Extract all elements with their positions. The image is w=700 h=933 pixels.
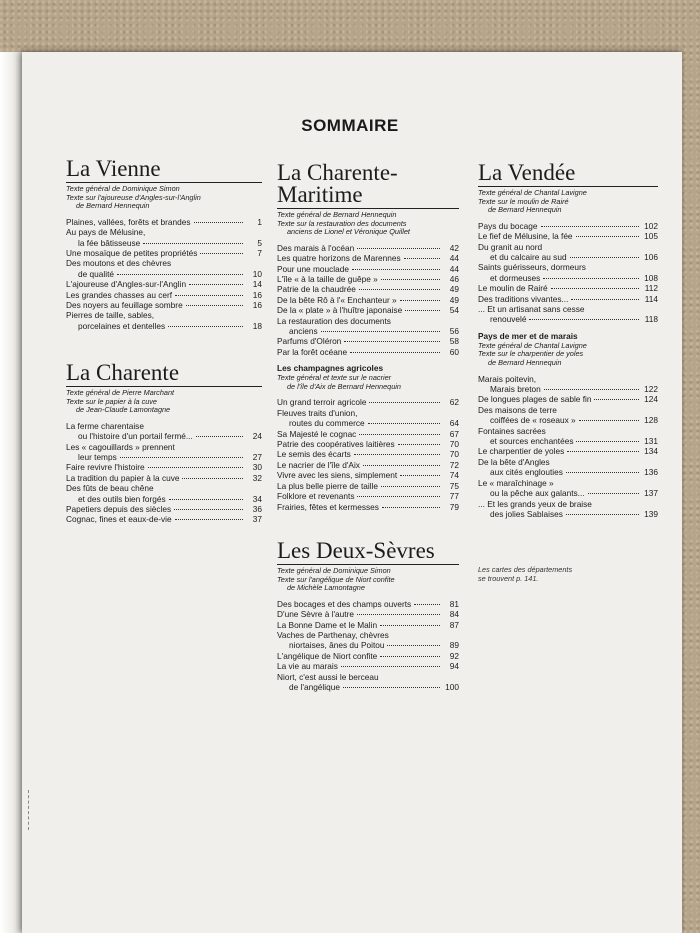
page-number: 37 xyxy=(252,514,262,525)
dot-leader xyxy=(169,499,243,500)
dot-leader xyxy=(357,496,440,497)
entry-line: La ferme charentaise xyxy=(66,420,144,431)
entry-title: Le fief de Mélusine, la fée xyxy=(478,231,573,242)
toc-entry xyxy=(277,481,459,491)
dot-leader xyxy=(404,258,440,259)
credit-line: Texte général de Chantal Lavigne xyxy=(478,188,587,197)
dot-leader xyxy=(570,257,639,258)
dot-leader xyxy=(579,420,639,421)
entry-title: aux cités englouties xyxy=(490,467,563,478)
dot-leader xyxy=(186,305,243,306)
toc-entry xyxy=(478,394,658,404)
toc-entry xyxy=(478,273,658,283)
page-number: 7 xyxy=(257,248,262,258)
toc-entry xyxy=(66,300,262,310)
toc-entry xyxy=(66,473,262,483)
dot-leader xyxy=(567,451,639,452)
page-number: 16 xyxy=(252,289,262,300)
toc-entry xyxy=(277,651,459,661)
page-number: 54 xyxy=(449,305,459,316)
toc-entry xyxy=(277,502,459,512)
toc-entry xyxy=(66,238,262,248)
entry-title: des jolies Sablaises xyxy=(490,508,563,519)
entry-title: Le semis des écarts xyxy=(277,449,351,460)
section-title-line: La Charente- xyxy=(277,160,398,185)
page-number: 92 xyxy=(449,650,459,661)
credit-line: Texte général de Chantal Lavigne xyxy=(478,340,587,350)
credit-line: de Bernard Hennequin xyxy=(76,201,150,211)
page-number: 36 xyxy=(252,504,262,515)
credit-line: Texte sur le papier à la cuve xyxy=(66,396,157,406)
toc-entry xyxy=(277,491,459,501)
dot-leader xyxy=(120,457,243,458)
entry-title: Le nacrier de l'île d'Aix xyxy=(277,459,360,470)
entry-title: La plus belle pierre de taille xyxy=(277,480,379,491)
entry-title: Faire revivre l'histoire xyxy=(66,462,145,473)
subsection-credits xyxy=(277,374,459,391)
page-number: 84 xyxy=(449,609,459,620)
dot-leader xyxy=(400,300,440,301)
entry-title: Une mosaïque de petites propriétés xyxy=(66,248,198,258)
section-credits xyxy=(66,389,262,415)
page-number: 75 xyxy=(449,480,459,491)
page-number: 70 xyxy=(449,449,459,460)
entry-title: Parfums d'Oléron xyxy=(277,336,342,347)
credit-line: de l'île d'Aix de Bernard Hennequin xyxy=(287,381,401,391)
toc-entry xyxy=(66,321,262,331)
toc-entry xyxy=(277,347,459,357)
entry-title: Un grand terroir agricole xyxy=(277,397,367,408)
entry-title: Cognac, fines et eaux-de-vie xyxy=(66,514,172,525)
page-number: 44 xyxy=(449,253,459,264)
toc-entry xyxy=(277,470,459,480)
entry-title: Pays du bocage xyxy=(478,220,538,231)
dot-leader xyxy=(341,666,440,667)
entry-title: Plaines, vallées, forêts et brandes xyxy=(66,216,191,227)
toc-entry xyxy=(277,609,459,619)
page-number: 134 xyxy=(644,446,658,457)
credit-line: Texte général de Dominique Simon xyxy=(66,184,180,193)
entry-line: Fontaines sacrées xyxy=(478,425,546,436)
page-number: 81 xyxy=(449,598,459,609)
page-number: 49 xyxy=(449,284,459,295)
dot-leader xyxy=(200,253,243,254)
entry-line: Des moutons et des chèvres xyxy=(66,258,172,269)
dot-leader xyxy=(175,295,243,296)
entry-title: Folklore et revenants xyxy=(277,491,355,502)
entry-title: renouvelé xyxy=(490,314,527,325)
section-vendee xyxy=(478,162,658,519)
entry-line: Le « maraîchinage » xyxy=(478,477,554,488)
toc-entry xyxy=(277,682,459,692)
credit-line: Texte sur la restauration des documents xyxy=(277,218,407,228)
toc-entry xyxy=(66,462,262,472)
page-number: 1 xyxy=(257,216,262,227)
toc-entry xyxy=(478,314,658,324)
toc-entry xyxy=(277,599,459,609)
dot-leader xyxy=(321,331,440,332)
entry-title: La Bonne Dame et le Malin xyxy=(277,619,378,630)
dot-leader xyxy=(352,269,440,270)
entry-title: anciens xyxy=(289,326,318,337)
entry-line: De la bête d'Angles xyxy=(478,456,550,467)
dot-leader xyxy=(571,299,639,300)
dot-leader xyxy=(148,467,243,468)
dot-leader xyxy=(566,514,639,515)
toc-entry xyxy=(277,295,459,305)
entry-title: L'ajoureuse d'Angles-sur-l'Anglin xyxy=(66,279,187,290)
dot-leader xyxy=(588,493,639,494)
entry-title: et dormeuses xyxy=(490,272,541,283)
toc-entry xyxy=(277,640,459,650)
entry-line: Du granit au nord xyxy=(478,241,543,252)
entry-title: et sources enchantées xyxy=(490,436,574,447)
toc-entry xyxy=(277,243,459,253)
toc-entry xyxy=(277,326,459,336)
page-number: 16 xyxy=(252,300,262,311)
page-number: 131 xyxy=(644,436,658,447)
entry-line: Les « cagouillards » prennent xyxy=(66,441,175,452)
dot-leader xyxy=(544,389,639,390)
dot-leader xyxy=(387,645,440,646)
entry-line: Au pays de Mélusine, xyxy=(66,227,146,238)
dot-leader xyxy=(381,279,440,280)
entry-title: L'angélique de Niort confite xyxy=(277,650,378,661)
entry-line: Marais poitevin, xyxy=(478,373,537,384)
page-number: 108 xyxy=(644,272,658,283)
page-number: 49 xyxy=(449,294,459,305)
toc-entry xyxy=(277,439,459,449)
section-deux-sevres xyxy=(277,540,459,692)
entry-title: de l'angélique xyxy=(289,682,340,693)
page-number: 34 xyxy=(252,493,262,504)
page-number: 118 xyxy=(644,314,658,325)
toc-entry xyxy=(277,264,459,274)
toc-entry xyxy=(478,294,658,304)
dot-leader xyxy=(380,625,440,626)
entry-title: Des noyers au feuillage sombre xyxy=(66,300,183,311)
toc-entry xyxy=(66,452,262,462)
page-number: 58 xyxy=(449,336,459,347)
dot-leader xyxy=(174,509,243,510)
section-title: La Vienne xyxy=(66,158,262,183)
toc-entry xyxy=(277,418,459,428)
entry-title: porcelaines et dentelles xyxy=(78,320,166,331)
entry-title: Patrie des coopératives laitières xyxy=(277,439,395,450)
entry-title: De la bête Rô à l'« Enchanteur » xyxy=(277,294,397,305)
dot-leader xyxy=(117,274,243,275)
page-number: 30 xyxy=(252,462,262,473)
section-credits xyxy=(277,211,459,237)
dot-leader xyxy=(382,507,440,508)
dot-leader xyxy=(350,352,440,353)
page-number: 62 xyxy=(449,397,459,408)
dot-leader xyxy=(551,288,639,289)
dot-leader xyxy=(381,486,440,487)
toc-entry xyxy=(277,253,459,263)
page-number: 5 xyxy=(257,237,262,248)
entry-line: Saints guérisseurs, dormeurs xyxy=(478,262,586,273)
dot-leader xyxy=(398,444,440,445)
page-number: 24 xyxy=(252,431,262,442)
entry-title: D'une Sèvre à l'autre xyxy=(277,609,354,620)
dot-leader xyxy=(363,465,440,466)
credit-line: Texte sur le charpentier de yoles xyxy=(478,349,584,359)
page-number: 122 xyxy=(644,384,658,395)
toc-entry xyxy=(478,415,658,425)
credit-line: Texte général de Bernard Hennequin xyxy=(277,210,397,219)
toc-entry xyxy=(277,620,459,630)
page-number: 44 xyxy=(449,263,459,274)
dot-leader xyxy=(543,278,639,279)
toc-entry xyxy=(478,488,658,498)
dot-leader xyxy=(182,478,243,479)
entry-title: niortaises, ânes du Poitou xyxy=(289,640,385,651)
dot-leader xyxy=(576,441,639,442)
toc-entry xyxy=(277,274,459,284)
dot-leader xyxy=(369,402,440,403)
dot-leader xyxy=(357,248,440,249)
toc-entry xyxy=(478,446,658,456)
dot-leader xyxy=(343,687,440,688)
footnote xyxy=(478,565,658,583)
binding-thread xyxy=(28,790,32,830)
page-number: 128 xyxy=(644,415,658,426)
footnote-line: Les cartes des départements xyxy=(478,565,573,574)
toc-entry xyxy=(277,336,459,346)
entry-title: Vivre avec les siens, simplement xyxy=(277,470,398,481)
entry-title: et des outils bien forgés xyxy=(78,493,166,504)
credit-line: Texte général de Dominique Simon xyxy=(277,566,391,575)
toc-entry xyxy=(277,429,459,439)
toc-entry xyxy=(277,284,459,294)
section-credits xyxy=(478,189,658,215)
entry-title: Les grandes chasses au cerf xyxy=(66,289,173,300)
entry-title: ou la pêche aux galants... xyxy=(490,488,585,499)
entry-title: Des traditions vivantes... xyxy=(478,293,569,304)
page-number: 60 xyxy=(449,346,459,357)
entry-title: Le charpentier de yoles xyxy=(478,446,565,457)
toc-entry xyxy=(478,231,658,241)
credit-line: de Bernard Hennequin xyxy=(488,358,562,368)
toc-entry xyxy=(66,514,262,524)
section-credits xyxy=(66,185,262,211)
dot-leader xyxy=(194,222,243,223)
dot-leader xyxy=(357,614,440,615)
section-title-line: Maritime xyxy=(277,182,363,207)
entry-title: leur temps xyxy=(78,452,117,462)
dot-leader xyxy=(189,284,243,285)
credit-line: Texte sur l'angélique de Niort confite xyxy=(277,574,395,584)
credit-line: de Michèle Lamontagne xyxy=(287,583,365,593)
toc-entry xyxy=(277,305,459,315)
entry-title: routes du commerce xyxy=(289,418,365,429)
credit-line: de Bernard Hennequin xyxy=(488,205,562,215)
section-title: La Vendée xyxy=(478,162,658,187)
entry-line: Pierres de taille, sables, xyxy=(66,310,155,321)
page-number: 18 xyxy=(252,320,262,331)
toc-entry xyxy=(66,248,262,258)
page-number: 32 xyxy=(252,472,262,483)
toc-entry xyxy=(478,509,658,519)
toc-entry xyxy=(478,221,658,231)
page-number: 102 xyxy=(644,220,658,231)
section-charente xyxy=(66,362,262,525)
toc-entry xyxy=(277,397,459,407)
page-number: 10 xyxy=(252,268,262,279)
section-vienne xyxy=(66,158,262,331)
dot-leader xyxy=(175,519,243,520)
toc-entry xyxy=(66,494,262,504)
page-number: 74 xyxy=(449,470,459,481)
dot-leader xyxy=(354,454,440,455)
entry-title: Patrie de la chaudrée xyxy=(277,284,356,295)
entry-title: Le moulin de Rairé xyxy=(478,283,548,294)
section-charente-maritime xyxy=(277,162,459,512)
subsection-title: Pays de mer et de marais xyxy=(478,330,578,341)
entry-title: Des bocages et des champs ouverts xyxy=(277,598,412,609)
entry-title: Des marais à l'océan xyxy=(277,242,355,253)
section-credits xyxy=(277,567,459,593)
entry-title: et du calcaire au sud xyxy=(490,252,567,262)
dot-leader xyxy=(196,436,243,437)
entry-title: ou l'histoire d'un portail fermé... xyxy=(78,431,193,442)
page-number: 79 xyxy=(449,501,459,512)
toc-entry xyxy=(478,467,658,477)
credit-line: Texte sur le moulin de Rairé xyxy=(478,196,569,206)
entry-title: L'île « à la taille de guêpe » xyxy=(277,274,378,284)
dot-leader xyxy=(529,319,639,320)
page-title: SOMMAIRE xyxy=(301,116,399,135)
page-number: 14 xyxy=(252,279,262,290)
toc-entry xyxy=(66,504,262,514)
page-number: 136 xyxy=(644,467,658,478)
credit-line: anciens de Lionel et Véronique Quillet xyxy=(287,227,410,237)
credit-line: Texte sur l'ajoureuse d'Angles-sur-l'Anglin xyxy=(66,192,201,202)
entry-line: ... Et un artisanat sans cesse xyxy=(478,304,585,315)
dot-leader xyxy=(368,423,440,424)
page-number: 124 xyxy=(644,394,658,405)
subsection-credits xyxy=(478,342,658,368)
toc-entry xyxy=(66,269,262,279)
entry-title: Les quatre horizons de Marennes xyxy=(277,253,401,264)
page-number: 137 xyxy=(644,488,658,499)
page-number: 70 xyxy=(449,439,459,450)
dot-leader xyxy=(400,475,440,476)
page-number: 139 xyxy=(644,508,658,519)
page-number: 42 xyxy=(449,242,459,253)
entry-line: Des maisons de terre xyxy=(478,404,557,415)
entry-line: La restauration des documents xyxy=(277,315,391,326)
subsection-title: Les champagnes agricoles xyxy=(277,363,384,374)
dot-leader xyxy=(594,399,639,400)
page-number: 89 xyxy=(449,640,459,651)
toc-entry xyxy=(277,460,459,470)
entry-title: Sa Majesté le cognac xyxy=(277,428,357,439)
toc-entry xyxy=(478,283,658,293)
page-number: 100 xyxy=(445,682,459,693)
toc-entry xyxy=(66,290,262,300)
toc-entry xyxy=(277,449,459,459)
page-number: 46 xyxy=(449,274,459,284)
entry-line: ... Et les grands yeux de braise xyxy=(478,498,592,509)
dot-leader xyxy=(359,434,440,435)
section-title: La Charente xyxy=(66,362,262,387)
page-number: 64 xyxy=(449,418,459,429)
dot-leader xyxy=(168,326,243,327)
page-number: 77 xyxy=(449,491,459,502)
entry-title: la fée bâtisseuse xyxy=(78,237,141,248)
page-number: 67 xyxy=(449,428,459,439)
dot-leader xyxy=(541,226,639,227)
entry-title: Par la forêt océane xyxy=(277,346,348,357)
section-title: Les Deux-Sèvres xyxy=(277,540,459,565)
dot-leader xyxy=(414,604,440,605)
toc-entry xyxy=(66,431,262,441)
credit-line: de Jean-Claude Lamontagne xyxy=(76,405,171,415)
dot-leader xyxy=(576,236,639,237)
page-number: 112 xyxy=(644,283,658,294)
entry-title: Frairies, fêtes et kermesses xyxy=(277,501,379,512)
entry-title: De la « plate » à l'huître japonaise xyxy=(277,305,403,316)
entry-title: Marais breton xyxy=(490,384,541,395)
entry-title: Pour une mouclade xyxy=(277,263,349,274)
dot-leader xyxy=(405,310,440,311)
entry-title: La tradition du papier à la cuve xyxy=(66,472,180,483)
toc-entry xyxy=(277,661,459,671)
toc-entry xyxy=(66,217,262,227)
section-title xyxy=(277,162,459,209)
toc-entry xyxy=(478,436,658,446)
dot-leader xyxy=(143,243,243,244)
entry-line: Niort, c'est aussi le berceau xyxy=(277,671,379,682)
toc-entry xyxy=(66,279,262,289)
entry-title: coiffées de « roseaux » xyxy=(490,415,576,426)
dot-leader xyxy=(344,341,440,342)
entry-title: La vie au marais xyxy=(277,661,338,672)
entry-title: Papetiers depuis des siècles xyxy=(66,504,172,515)
credit-line: Texte général et texte sur le nacrier xyxy=(277,373,392,383)
dot-leader xyxy=(566,472,639,473)
entry-line: Vaches de Parthenay, chèvres xyxy=(277,630,389,640)
entry-line: Fleuves traits d'union, xyxy=(277,407,358,418)
dot-leader xyxy=(380,656,440,657)
page-number: 87 xyxy=(449,619,459,630)
page-number: 72 xyxy=(449,459,459,470)
page-number: 105 xyxy=(644,231,658,242)
page-number: 106 xyxy=(644,252,658,262)
footnote-line: se trouvent p. 141. xyxy=(478,574,539,583)
toc-entry xyxy=(478,384,658,394)
toc-entry xyxy=(478,252,658,262)
page-number: 56 xyxy=(449,326,459,337)
page-number: 94 xyxy=(449,661,459,672)
entry-title: De longues plages de sable fin xyxy=(478,394,592,405)
page-number: 27 xyxy=(252,452,262,462)
entry-title: de qualité xyxy=(78,268,114,279)
credit-line: Texte général de Pierre Marchant xyxy=(66,388,175,397)
dot-leader xyxy=(359,289,440,290)
entry-line: Des fûts de beau chêne xyxy=(66,483,154,494)
page-number: 114 xyxy=(644,293,658,304)
